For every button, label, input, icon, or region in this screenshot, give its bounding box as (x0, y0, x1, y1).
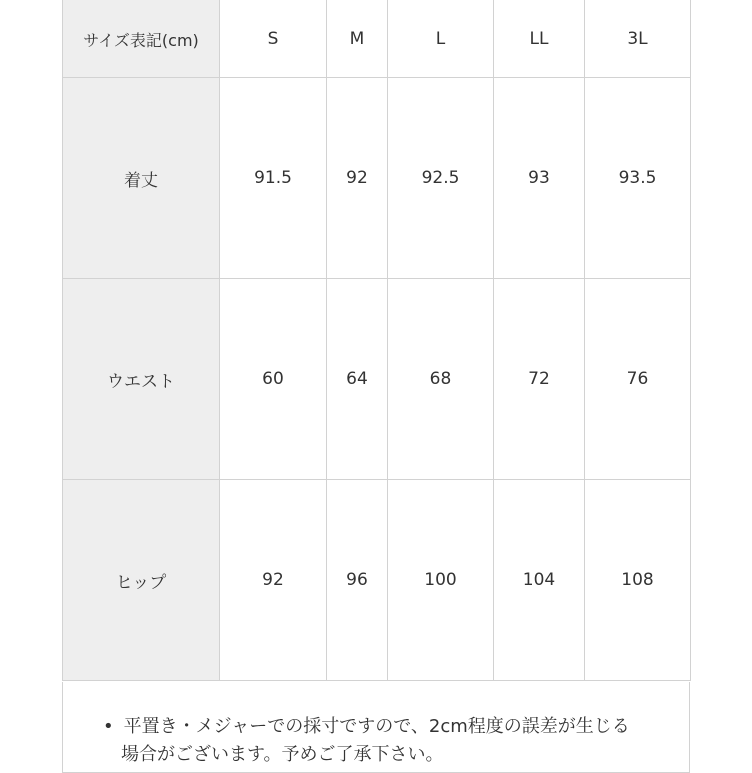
size-label-header: サイズ表記(cm) (63, 0, 220, 78)
size-header-row (63, 0, 691, 78)
table-row (63, 78, 691, 279)
table-cell: 93 (494, 78, 585, 279)
table-cell: 92 (220, 480, 327, 681)
table-cell: 72 (494, 279, 585, 480)
size-header-l: L (388, 0, 494, 78)
table-row (63, 480, 691, 681)
table-cell: 91.5 (220, 78, 327, 279)
table-cell: 60 (220, 279, 327, 480)
table-cell: 68 (388, 279, 494, 480)
table-row (63, 279, 691, 480)
measurement-note (62, 682, 690, 773)
table-cell: 64 (327, 279, 388, 480)
table-cell: 96 (327, 480, 388, 681)
table-cell: 92.5 (388, 78, 494, 279)
row-label-length: 着丈 (63, 78, 220, 279)
row-label-hip: ヒップ (63, 480, 220, 681)
table-cell: 92 (327, 78, 388, 279)
table-cell: 93.5 (585, 78, 691, 279)
size-header-s: S (220, 0, 327, 78)
table-cell: 108 (585, 480, 691, 681)
note-text-1: 平置き・メジャーでの採寸ですので、2cm程度の誤差が生じる (123, 716, 630, 737)
table-cell: 76 (585, 279, 691, 480)
size-header-m: M (327, 0, 388, 78)
note-text-2: 場合がございます。予めご了承下さい。 (121, 744, 444, 765)
bullet-icon: • (103, 716, 114, 737)
size-chart-table (62, 0, 691, 681)
table-cell: 100 (388, 480, 494, 681)
row-label-waist: ウエスト (63, 279, 220, 480)
size-header-3l: 3L (585, 0, 691, 78)
note-line-1 (103, 712, 630, 738)
size-header-ll: LL (494, 0, 585, 78)
table-cell: 104 (494, 480, 585, 681)
